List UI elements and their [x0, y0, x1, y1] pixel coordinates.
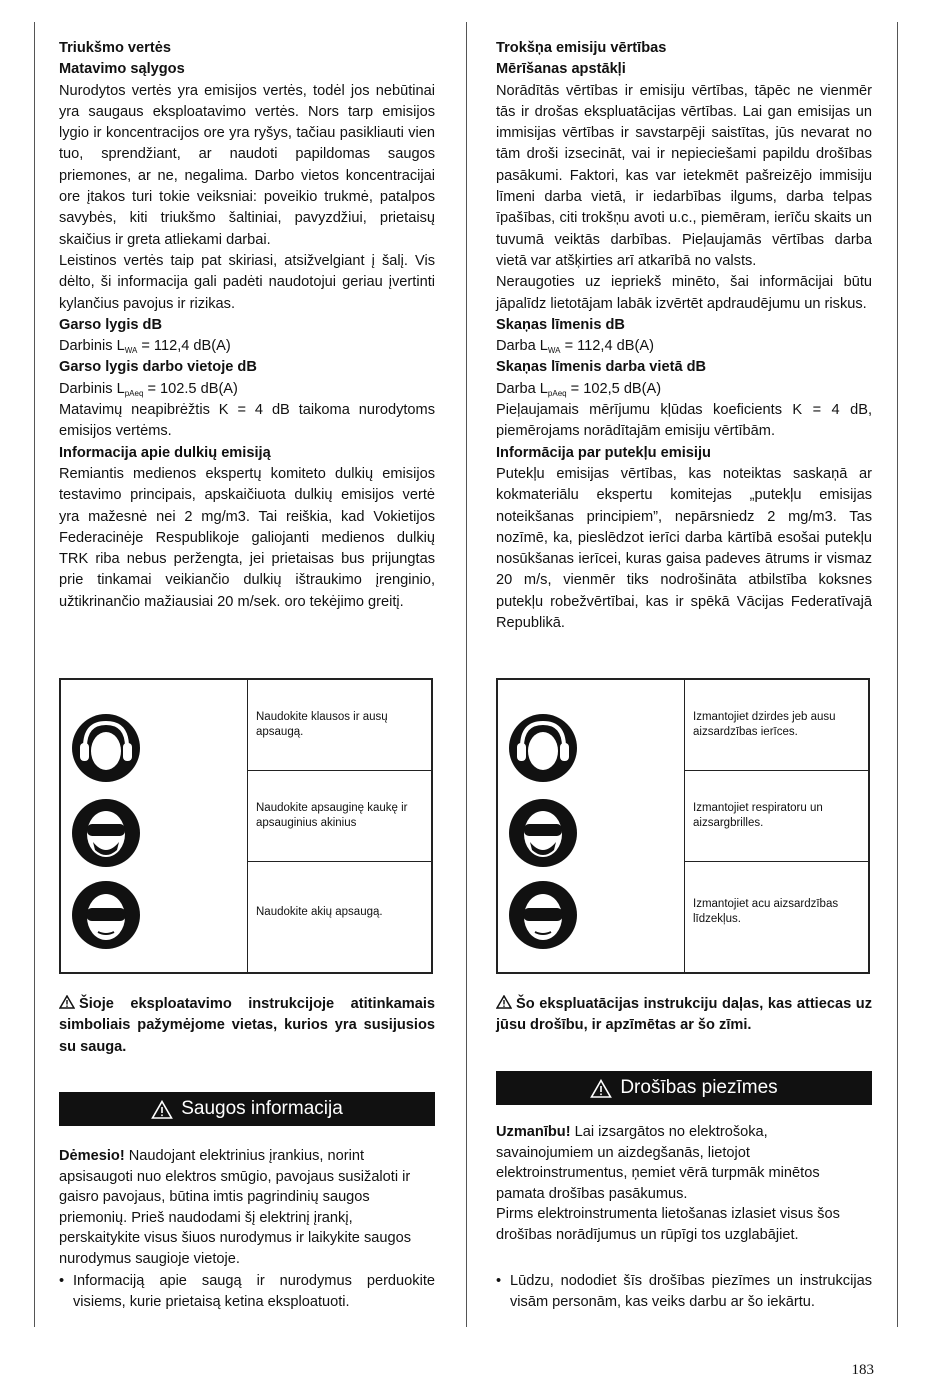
lv-warning-note: Šo ekspluatācijas instrukciju daļas, kas attiecas uz jūsu drošību, ir apzīmētas ar šo zīmi. — [496, 996, 872, 1034]
lv-paragraph-limits: Neraugoties uz iepriekš minēto, šai informācijai būtu jāpalīdz lietotājam labāk izvērtēt apdraudējumu un riskus. — [496, 274, 872, 312]
lt-ppe-labels — [248, 680, 431, 972]
lt-paragraph-conditions: Nurodytos vertės yra emisijos vertės, todėl jos nebūtinai yra saugaus eksploatavimo vertės. Nors tarp emisijos lygio ir koncentracijos ore yra ryšys, tačiau pasikliauti vien tuo, sprendžiant, ar naudoti papildomas saugos priemones, ar ne, negalima. Darbo vietos koncentracijai ore įtakos turi tokie veiksniai: poveikio trukmė, patalpos savybės, kiti triukšmo šaltiniai, pavyzdžiui, prietaisų skaičius ir greta atliekami darbai. — [59, 82, 435, 248]
lt-bullet-item: • Informaciją apie saugą ir nurodymus perduokite visiems, kurie prietaisą ketina eksploatuoti. — [59, 1273, 435, 1310]
lv-text-column — [496, 38, 872, 634]
warning-triangle-icon — [59, 995, 75, 1009]
lv-attention-label: Uzmanību! — [496, 1124, 571, 1140]
lt-ppe-eye-label: Naudokite akių apsaugą. — [256, 905, 383, 918]
lt-attention-text: Dėmesio! Naudojant elektrinius įrankius, norint apsisaugoti nuo elektros smūgio, pavojaus susižaloti ir gaisro pavojaus, būtina imtis pagrindinių saugos priemonių. Prieš naudodami šį elektrinį įrankį, perskaitykite visus šiuos nurodymus ir laikykite saugos nurodymus saugioje vietoje. — [59, 1148, 412, 1267]
left-margin-line — [34, 22, 35, 1327]
ear-protection-icon — [71, 713, 141, 783]
lt-heading-workplace-level: Garso lygis darbo vietoje dB — [59, 359, 257, 376]
lv-paragraph-conditions: Norādītās vērtības ir emisiju vērtības, tāpēc ne vienmēr tās ir drošas ekspluatācijas vērtības. Lai gan emisijas un immisijas vērtības ir savstarpēji saistītas, jūs nevarat no tām droši izsecināt, vai ir nepieciešami papildu drošības pasākumi. Faktori, kas var ietekmēt pašreizējo immisiju līmeni darba vietā, ir iedarbības ilgums, darba telpas īpašības, citi trokšņu avoti u.c., piemēram, ierīču skaits un tuvumā veiktās darbības. Pieļaujamās vērtības darba vietā var atšķirties arī atkarībā no valsts. — [496, 82, 872, 269]
warning-triangle-icon — [151, 1100, 173, 1119]
lt-safety-banner — [59, 1092, 435, 1126]
lt-paragraph-dust: Remiantis medienos ekspertų komiteto dulkių emisijos testavimo principais, apskaičiuota dulkių emisijos vertė yra mažesnė nei 2 mg/m3. Tai reiškia, kad Vokietijos Federacinėje Respublikoje galiojanti medienos dulkių TRK riba nebus peržengta, jei prietaisas bus prijungtas prie tinkamai veikiančio dulkių ištraukimo įrenginio, užtikrinančio mažiausiai 20 m/sek. oro tekėjimo greitį. — [59, 465, 435, 610]
lt-ppe-icons — [61, 680, 248, 972]
lt-ppe-table — [59, 678, 433, 974]
lv-attention-text: Uzmanību! Lai izsargātos no elektrošoka, savainojumiem un aizdegšanās, lietojot elektroinstrumentus, ņemiet vērā turpmāk minētos pamata drošības pasākumus. Pirms elektroinstrumenta lietošanas izlasiet visus šos drošības norādījumus un rūpīgi tos uzglabājiet. — [496, 1122, 856, 1245]
warning-triangle-icon — [590, 1079, 612, 1098]
lv-attention-text-2: Pirms elektroinstrumenta lietošanas izlasiet visus šos drošības norādījumus un rūpīgi tos uzglabājiet. — [496, 1206, 840, 1243]
lt-heading-dust: Informacija apie dulkių emisiją — [59, 444, 271, 461]
lv-ppe-hearing-label: Izmantojiet dzirdes jeb ausu aizsardzības ierīces. — [685, 680, 868, 771]
face-mask-goggles-icon — [71, 798, 141, 868]
eye-protection-icon — [71, 880, 141, 950]
lt-lwa-line: Darbinis $L_{WA} = 112,4$ dB(A) — [59, 338, 231, 356]
lv-ppe-table — [496, 678, 870, 974]
lv-ppe-mask-label: Izmantojiet respiratoru un aizsargbrilles. — [685, 771, 868, 862]
lv-ppe-labels — [685, 680, 868, 972]
eye-protection-icon — [508, 880, 578, 950]
ear-protection-icon — [508, 713, 578, 783]
center-divider-line — [466, 22, 467, 1327]
lt-ppe-mask-label: Naudokite apsauginę kaukę ir apsauginius akinius — [248, 771, 431, 862]
lv-heading-noise: Trokšņa emisiju vērtības — [496, 40, 667, 56]
lv-paragraph-uncertainty: Pieļaujamais mērījumu kļūdas koeficients K = 4 dB, piemērojams norādītajām emisiju vērtībām. — [496, 402, 872, 440]
lv-safety-banner-title: Drošības piezīmes — [620, 1077, 778, 1098]
lt-lpa-line: Darbinis $L_{pAeq} = 102.5$ dB(A) — [59, 380, 238, 398]
lv-heading-sound-level: Skaņas līmenis dB — [496, 316, 625, 333]
lt-ppe-hearing-label: Naudokite klausos ir ausų apsaugą. — [248, 680, 431, 771]
lt-paragraph-limits: Leistinos vertės taip pat skiriasi, atsižvelgiant į šalį. Vis dėlto, ši informacija gali padėti naudotojui geriau įvertinti kylančius pavojus ir rizikas. — [59, 252, 435, 312]
lv-safety-banner — [496, 1071, 872, 1105]
lt-heading-noise: Triukšmo vertės — [59, 40, 171, 56]
lt-text-column — [59, 38, 435, 613]
warning-triangle-icon — [496, 995, 512, 1009]
lv-heading-dust: Informācija par putekļu emisiju — [496, 444, 711, 461]
lv-ppe-eye-label: Izmantojiet acu aizsardzības līdzekļus. — [693, 898, 839, 925]
lv-ppe-icons — [498, 680, 685, 972]
right-margin-line — [897, 22, 898, 1327]
lt-heading-conditions: Matavimo sąlygos — [59, 61, 185, 78]
lv-lwa-line: Darba $L_{WA} = 112,4$ dB(A) — [496, 338, 654, 356]
lt-warning-note: Šioje eksploatavimo instrukcijoje atitinkamais simboliais pažymėjome vietas, kurios yra susijusios su sauga. — [59, 996, 435, 1055]
lt-paragraph-uncertainty: Matavimų neapibrėžtis K = 4 dB taikoma nurodytoms emisijos vertėms. — [59, 402, 435, 440]
lt-heading-sound-level: Garso lygis dB — [59, 316, 162, 333]
lv-paragraph-dust: Putekļu emisijas vērtības, kas noteiktas saskaņā ar kokmateriālu ekspertu komitejas „putekļu emisijas noteikšanas principiem”, nepārsniedz 2 mg/m3. Tas nozīmē, ka, pieslēdzot ierīci darba kārtībā esošai putekļu nosūkšanas ierīcei, kuras gaisa padeves ātrums ir vismaz 20 m/s, vienmēr tiks nodrošināta atbilstība koksnes putekļu robežvērtībai, kas ir spēkā Vācijas Federatīvajā Republikā. — [496, 465, 872, 632]
lt-attention-label: Dėmesio! — [59, 1148, 125, 1164]
lv-bullet-item: • Lūdzu, nododiet šīs drošības piezīmes un instrukcijas visām personām, kas veiks darbu ar šo iekārtu. — [496, 1273, 872, 1310]
lv-lpa-line: Darba $L_{pAeq} = 102,5$ dB(A) — [496, 380, 662, 398]
face-mask-goggles-icon — [508, 798, 578, 868]
page-number: 183 — [851, 1362, 874, 1378]
lt-safety-banner-title: Saugos informacija — [181, 1098, 343, 1119]
lv-heading-conditions: Mērīšanas apstākļi — [496, 61, 626, 78]
lv-heading-workplace-level: Skaņas līmenis darba vietā dB — [496, 359, 707, 376]
